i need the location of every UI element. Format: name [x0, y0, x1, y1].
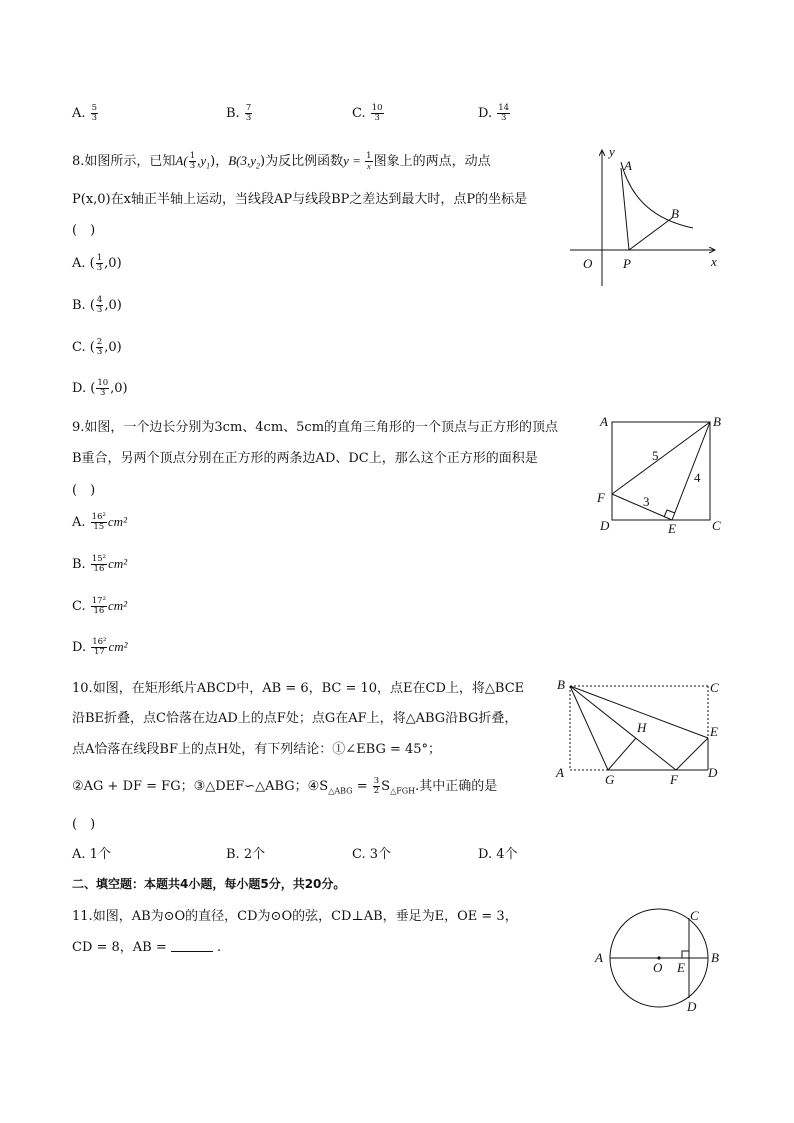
q9-figure — [592, 410, 732, 540]
q8-option-a[interactable]: A. ( $\frac{1}{3}$ ,0) — [72, 253, 122, 273]
section2-title: 二、填空题：本题共4小题，每小题5分，共20分。 — [72, 877, 346, 891]
label-y: y — [609, 144, 615, 159]
q8-option-d[interactable]: D. ( $\frac{10}{3}$ ,0) — [72, 378, 128, 398]
q9-line1: 9.如图，一个边长分别为3cm、4cm、5cm的直角三角形的一个顶点与正方形的顶点 — [72, 420, 559, 435]
q10-paren: ( ) — [72, 817, 96, 832]
q10-option-a[interactable]: A. 1个 — [72, 847, 111, 862]
label-c: C — [690, 908, 699, 923]
label-d: D — [687, 999, 697, 1014]
label-b: B — [713, 414, 721, 429]
label-3: 3 — [643, 494, 650, 509]
label-o: O — [583, 256, 593, 271]
q10-option-c[interactable]: C. 3个 — [352, 847, 392, 862]
label-d: D — [708, 765, 718, 780]
q10-figure — [552, 674, 732, 789]
q9-paren: ( ) — [72, 483, 96, 498]
q7-option-c[interactable]: C. $\frac{10}{3}$ — [352, 103, 383, 123]
q9-option-b[interactable]: B. $\frac{\text{15²}}{16}$ cm² — [72, 554, 128, 574]
q10-line1: 10.如图，在矩形纸片ABCD中，AB = 6，BC = 10，点E在CD上，将△BCE — [72, 681, 525, 696]
label-4: 4 — [694, 470, 701, 485]
q11-answer-blank[interactable] — [171, 941, 213, 952]
q7-option-d[interactable]: D. $\frac{14}{3}$ — [478, 103, 510, 123]
q11-figure — [590, 902, 730, 1017]
q10-line3: 点A恰落在线段BF上的点H处，有下列结论：①∠EBG = 45°； — [72, 742, 442, 757]
label-d: D — [600, 518, 610, 533]
q9-option-d[interactable]: D. $\frac{\text{16²}}{17}$ cm² — [72, 637, 128, 657]
label-f: F — [670, 772, 678, 787]
q9-option-c[interactable]: C. $\frac{\text{17²}}{16}$ cm² — [72, 596, 128, 616]
fold-bf — [570, 686, 676, 770]
label-a: A — [624, 158, 632, 173]
label-f: F — [597, 490, 605, 505]
q10-line4: ②AG + DF = FG；③△DEF∽△ABG；$④S_{\triangle ABG}$ = $\frac{3}{2}$ $S_{\triangle FGH}$.其中正确的是 — [72, 776, 498, 796]
q7-option-a[interactable]: A. $\frac{5}{3}$ — [72, 103, 98, 123]
label-h: H — [637, 720, 647, 735]
q11-line2: CD = 8，AB = . — [72, 940, 222, 955]
right-angle-mark — [682, 951, 689, 958]
label-o: O — [653, 960, 663, 975]
label-b: B — [711, 950, 719, 965]
q7-option-b[interactable]: B. $\frac{7}{3}$ — [226, 103, 252, 123]
q8-line2: P(x,0)在x轴正半轴上运动，当线段AP与线段BP之差达到最大时，点P的坐标是 — [72, 192, 528, 207]
q8-option-b[interactable]: B. ( $\frac{4}{3}$ ,0) — [72, 295, 122, 315]
label-x: x — [711, 254, 717, 269]
q10-line2: 沿BE折叠，点C恰落在边AD上的点F处；点G在AF上，将△ABG沿BG折叠， — [72, 711, 518, 726]
label-b: B — [671, 206, 679, 221]
q10-option-b[interactable]: B. 2个 — [226, 847, 266, 862]
label-e: E — [668, 521, 676, 536]
segment-fe — [676, 738, 708, 770]
label-c: C — [710, 680, 719, 695]
side-be — [672, 422, 710, 520]
label-b: B — [557, 677, 565, 692]
label-e: E — [677, 960, 685, 975]
label-p: P — [623, 256, 631, 271]
q8-line1: 8.如图所示，已知A( $\frac{1}{3}$ $,y_1$)，$B(3,y_2)$为反比例函数y = $\frac{1}{x}$ 图象上的两点，动点 — [72, 151, 491, 171]
q8-option-c[interactable]: C. ( $\frac{2}{3}$ ,0) — [72, 337, 122, 357]
q8-paren: ( ) — [72, 223, 96, 238]
label-a: A — [600, 414, 608, 429]
q9-line2: B重合，另两个顶点分别在正方形的两条边AD、DC上，那么这个正方形的面积是 — [72, 451, 538, 466]
q11-line1: 11.如图，AB为⊙O的直径，CD为⊙O的弦，CD⊥AB，垂足为E，OE = 3， — [72, 909, 518, 924]
side-fe — [612, 494, 672, 520]
q8-figure — [565, 140, 725, 290]
label-a: A — [556, 765, 564, 780]
q10-option-d[interactable]: D. 4个 — [478, 847, 518, 862]
segment-gh — [608, 738, 636, 770]
q9-option-a[interactable]: A. $\frac{\text{16²}}{15}$ cm² — [72, 512, 127, 532]
label-c: C — [712, 518, 721, 533]
label-a: A — [595, 950, 603, 965]
label-5: 5 — [652, 448, 659, 463]
label-g: G — [605, 772, 615, 787]
label-e: E — [710, 724, 718, 739]
segment-bp — [629, 218, 672, 250]
